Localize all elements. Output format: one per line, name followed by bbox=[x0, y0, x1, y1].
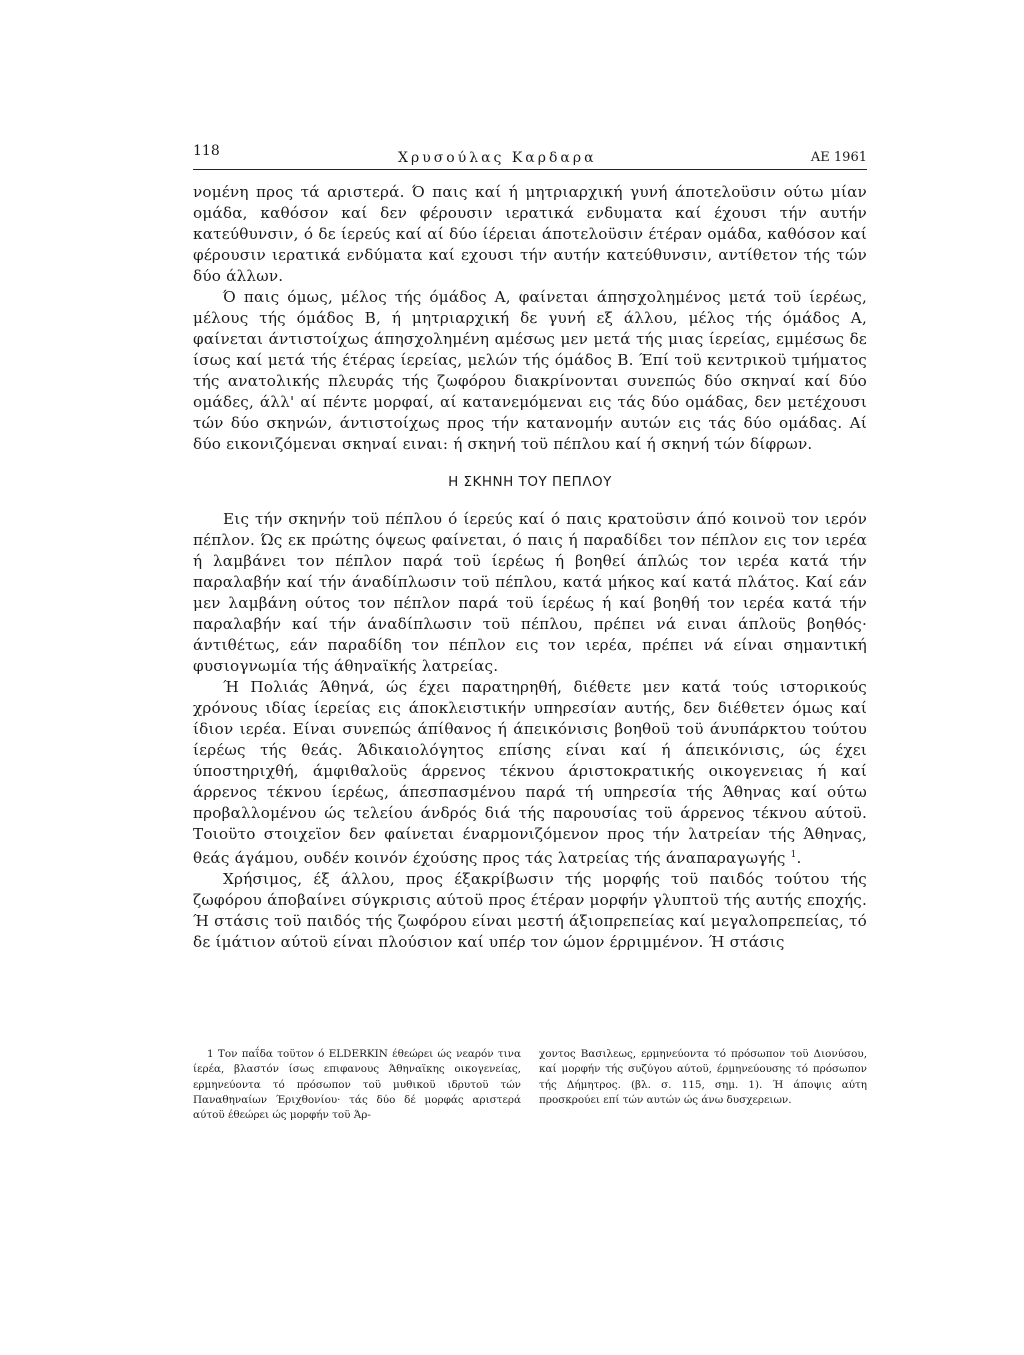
paragraph: Εις τήν σκηνήν τοϋ πέπλου ό ίερεύς καί ό παις κρατοϋσιν άπό κοινοϋ τον ιερόν πέπλον. Ώς εκ πρώτης όψεως φαίνεται, ό παις ή παραδίδει τον πέπλον εις τον ιερέα ή λαμβάνει τον πέπλον παρά τοϋ ίερέως ή βοηθεί άπλώς τον ιερέα κατά τήν παραλαβήν καί τήν άναδίπλωσιν τοϋ πέπλου, κατά μήκος καί κατά πλάτος. Καί εάν μεν λαμβάνη ούτος τον πέπλον παρά τοϋ ίερέως ή καί βοηθή τον ιερέα κατά τήν παραλαβήν καί τήν άναδίπλωσιν τοϋ πέπλου, πρέπει νά ειναι άπλοϋς βοηθός· άντιθέτως, εάν παραδίδη τον πέπλον εις τον ιερέα, πρέπει νά είναι σημαντική φυσιογνωμία τής άθηναϊκής λατρείας. bbox=[193, 510, 867, 675]
page bbox=[193, 143, 867, 953]
footnote-reference[interactable]: 1 bbox=[790, 850, 797, 860]
journal-reference: ΑΕ 1961 bbox=[810, 150, 867, 165]
paragraph: νομένη προς τά αριστερά. Ό παις καί ή μητριαρχική γυνή άποτελοϋσιν ούτω μίαν ομάδα, καθόσον καί δεν φέρουσιν ιερατικά ενδυματα καί έχουσι τήν αυτήν κατεύθυνσιν, ό δε ίερεύς καί αί δύο ίέρειαι άποτελοϋσιν έτέραν ομάδα, καθόσον καί φέρουσιν ιερατικά ενδύματα καί εχουσι τήν αυτήν κατεύθυνσιν, αντίθετον τής τών δύο άλλων. bbox=[193, 183, 867, 285]
footnote-right-column: χοντος Βασιλεως, ερμηνεύοντα τό πρόσωπον τοϋ Διονύσου, καί μορφήν τής συζύγου αύτοϋ, έρμηνεύουσης τό πρόσωπον τής Δήμητρος. (βλ. σ. 115, σημ. 1). Ή άποψις αύτη προσκρούει επί τών αυτών ώς άνω δυσχερειων. bbox=[539, 1048, 867, 1106]
running-header bbox=[193, 143, 867, 169]
section-heading: Η ΣΚΗΝΗ ΤΟΥ ΠΕΠΛΟΥ bbox=[448, 474, 612, 490]
paragraph: Ό παις όμως, μέλος τής όμάδος Α, φαίνεται άπησχολημένος μετά τοϋ ίερέως, μέλους τής όμάδος Β, ή μητριαρχική δε γυνή εξ άλλου, μέλος τής όμάδος Α, φαίνεται άντιστοίχως άπησχολημένη αμέσως μεν μετά τής μιας ίερείας, εμμέσως δε ίσως καί μετά τής έτέρας ίερείας, μελών τής όμάδος Β. Έπί τοϋ κεντρικοϋ τμήματος τής ανατολικής πλευράς τής ζωφόρου διακρίνονται συνεπώς δύο σκηναί καί δύο ομάδες, άλλ' αί πέντε μορφαί, αί κατανεμόμεναι εις τάς δύο ομάδας, δεν μετέχουσι τών δύο σκηνών, άντιστοίχως προς τήν κατανομήν αυτών εις τάς δύο ομάδας. Αί δύο εικονιζόμεναι σκηναί ειναι: ή σκηνή τοϋ πέπλου καί ή σκηνή τών δίφρων. bbox=[193, 288, 867, 453]
paragraph: Χρήσιμος, έξ άλλου, προς έξακρίβωσιν τής μορφής τοϋ παιδός τούτου τής ζωφόρου άποβαίνει σύγκρισις αύτοϋ προς έτέραν μορφήν γλυπτοϋ τής αυτής εποχής. Ή στάσις τοϋ παιδός τής ζωφόρου είναι μεστή άξιοπρεπείας καί μεγαλοπρεπείας, τό δε ίμάτιον αύτοϋ είναι πλούσιον καί υπέρ τον ώμον έρριμμένον. Ή στάσις bbox=[193, 870, 868, 952]
footnotes bbox=[193, 1047, 867, 1123]
running-author: Χρυσούλας Καρδαρα bbox=[398, 150, 597, 166]
main-text bbox=[193, 182, 867, 953]
paragraph-text: Ή Πολιάς Άθηνά, ώς έχει παρατηρηθή, διέθετε μεν κατά τούς ιστορικούς χρόνους ιδίας ίερείας εις άποκλειστικήν υπηρεσίαν αυτής, δεν διέθετεν όμως καί ίδιον ιερέα. Είναι συνεπώς άπίθανος ή άπεικόνισις βοηθοϋ τοϋ άνυπάρκτου τούτου ίερέως τής θεάς. Άδικαιολόγητος επίσης είναι καί ή άπεικόνισις, ώς έχει ύποστηριχθή, άμφιθαλοϋς άρρενος τέκνου άριστοκρατικής οικογενειας ή καί άρρενος τέκνου ίερέως, άπεσπασμένου παρά τή υπηρεσία τής Άθηνας καί ούτω προβαλλομένου ώς τελείου άνδρός διά τής παρουσίας τοϋ άρρενος τέκνου αύτοϋ. Τοιοϋτο στοιχεϊον δεν φαίνεται έναρμονιζόμενον προς τήν λατρείαν τής Άθηνας, θεάς άγάμου, ουδέν κοινόν έχούσης προς τάς λατρείας τής άναπαραγωγής bbox=[193, 678, 867, 868]
paragraph: Ή Πολιάς Άθηνά, ώς έχει παρατηρηθή, διέθετε μεν κατά τούς ιστορικούς χρόνους ιδίας ίερείας εις άποκλειστικήν υπηρεσίαν αυτής, δεν διέθετεν όμως καί ίδιον ιερέα. Είναι συνεπώς άπίθανος ή άπεικόνισις βοηθοϋ τοϋ άνυπάρκτου τούτου ίερέως τής θεάς. Άδικαιολόγητος επίσης είναι καί ή άπεικόνισις, ώς έχει ύποστηριχθή, άμφιθαλοϋς άρρενος τέκνου άριστοκρατικής οικογενειας ή καί άρρενος τέκνου ίερέως, άπεσπασμένου παρά τή υπηρεσία τής Άθηνας καί ούτω προβαλλομένου ώς τελείου άνδρός διά τής παρουσίας τοϋ άρρενος τέκνου αύτοϋ. Τοιοϋτο στοιχεϊον δεν φαίνεται έναρμονιζόμενον προς τήν λατρείαν τής Άθηνας, θεάς άγάμου, ουδέν κοινόν έχούσης προς τάς λατρείας τής άναπαραγωγής $^1$. bbox=[193, 678, 867, 868]
page-number: 118 bbox=[193, 143, 220, 159]
header-rule bbox=[193, 169, 867, 170]
footnote-left-column: 1 Τον παΐδα τοϋτον ό ELDERKIN έθεώρει ώς νεαρόν τινα ίερέα, βλαστόν ίσως επιφανους Άθηναϊκης οικογενείας, ερμηνεύοντα τό πρόσωπον τοϋ μυθικοϋ ιδρυτοϋ τών Παναθηναίων Έριχθονίου· τάς δύο δέ μορφάς αριστερά αύτοϋ έθεώρει ώς μορφήν τοϋ Άρ- bbox=[193, 1048, 521, 1122]
